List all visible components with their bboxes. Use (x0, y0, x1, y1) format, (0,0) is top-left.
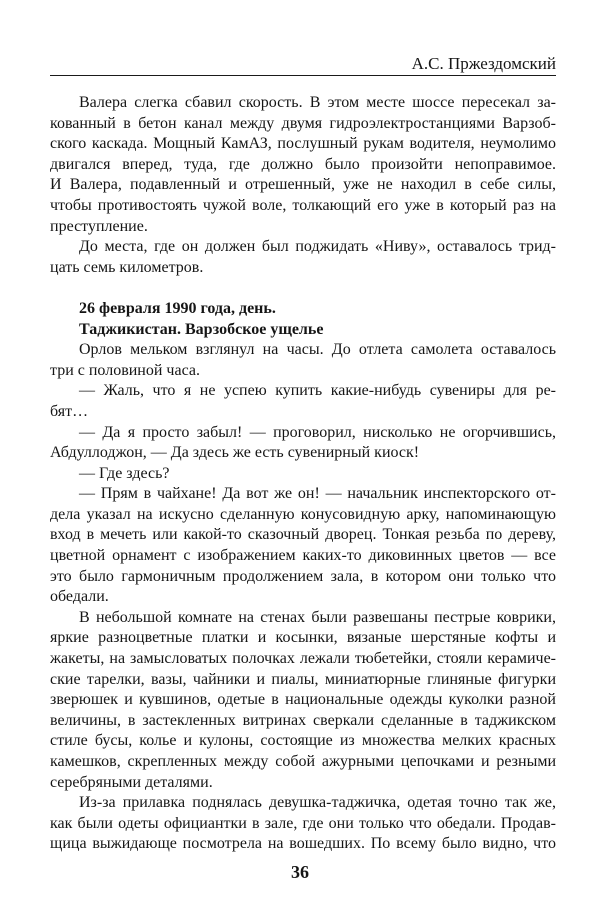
paragraph (50, 793, 556, 855)
section-heading (50, 299, 556, 340)
paragraph (50, 423, 556, 464)
text-line: камешков, скрепленных между собой ажурными цепочками и резными (50, 753, 556, 770)
text-line: Валера слегка сбавил скорость. В этом месте шоссе пересекал за- (79, 94, 556, 111)
text-line: — Где здесь? (79, 464, 170, 482)
paragraph (50, 93, 556, 237)
paragraph (50, 484, 556, 608)
text-line: вход в мечеть или какой-то сказочный дворец. Тонкая резьба по дереву, (50, 526, 556, 544)
text-line: щица выжидающе посмотрела на вошедших. По всему было видно, что (50, 835, 556, 853)
paragraph (50, 381, 556, 422)
text-line: как были одеты официантки в зале, где они только что обедали. Продав- (50, 814, 556, 832)
text-line: величины, в застекленных витринах сверкали сделанные в таджикском (50, 711, 556, 729)
text-line: серебряными деталями. (50, 773, 213, 791)
paragraph (50, 464, 556, 485)
intro-paragraphs (50, 93, 556, 278)
text-line: кованный в бетон канал между двумя гидроэлектростанциями Варзоб- (50, 114, 556, 132)
text-line: это было гармоничным продолжением зала, в котором они только что (50, 567, 556, 585)
text-line: жакеты, на замысловатых полочках лежали тюбетейки, стояли керамиче- (50, 650, 556, 668)
header-rule (50, 75, 556, 76)
section-heading-place: Таджикистан. Варзобское ущелье (79, 320, 324, 338)
text-line: — Прям в чайхане! Да вот же он! — начальник инспекторского от- (79, 485, 556, 503)
text-line: три с половиной часа. (50, 361, 200, 379)
text-line: бят… (50, 402, 89, 420)
paragraph (50, 608, 556, 793)
text-line: Из-за прилавка поднялась девушка-таджичка, одетая точно так же, (79, 794, 556, 812)
text-line: зверюшек и кувшинов, одетые в национальные одежды куколки разной (50, 691, 556, 709)
page-number: 36 (291, 862, 309, 882)
text-line: — Да я просто забыл! — проговорил, нисколько не огорчившись, (79, 423, 556, 441)
paragraph (50, 237, 556, 278)
text-line: цветной орнамент с изображением каких-то диковинных цветов — все (50, 547, 556, 565)
section-heading-date: 26 февраля 1990 года, день. (79, 299, 276, 317)
page-body (50, 93, 556, 855)
text-line: И Валера, подавленный и отрешенный, уже не находил в себе силы, (50, 176, 556, 194)
text-line: яркие разноцветные платки и косынки, вязаные шерстяные кофты и (50, 629, 556, 647)
text-line: Абдуллоджон, — Да здесь же есть сувенирный киоск! (50, 444, 420, 462)
paragraph (50, 340, 556, 381)
text-line: цать семь километров. (50, 258, 204, 276)
text-line: ские тарелки, вазы, чайники и пиалы, миниатюрные глиняные фигурки (50, 670, 556, 688)
text-line: стиле бусы, колье и кулоны, состоящие из множества мелких красных (50, 732, 556, 750)
text-line: ского каскада. Мощный КамАЗ, послушный рукам водителя, неумолимо (50, 135, 556, 153)
text-line: дела указал на искусно сделанную конусовидную арку, напоминающую (50, 505, 556, 523)
text-line: Орлов мельком взглянул на часы. До отлета самолета оставалось (79, 341, 556, 359)
running-head: А.С. Пржездомский (411, 54, 556, 73)
text-line: В небольшой комнате на стенах были развешаны пестрые коврики, (79, 608, 556, 626)
text-line: преступление. (50, 217, 148, 235)
text-line: обедали. (50, 588, 109, 606)
text-line: — Жаль, что я не успею купить какие-нибудь сувениры для ре- (79, 382, 556, 400)
text-line: чтобы противостоять чужой воле, толкающий его уже в который раз на (50, 196, 556, 214)
text-line: двигался вперед, туда, где должно было произойти непоправимое. (50, 155, 556, 173)
text-line: До места, где он должен был поджидать «Ниву», оставалось трид- (79, 238, 556, 256)
section-paragraphs (50, 340, 556, 855)
